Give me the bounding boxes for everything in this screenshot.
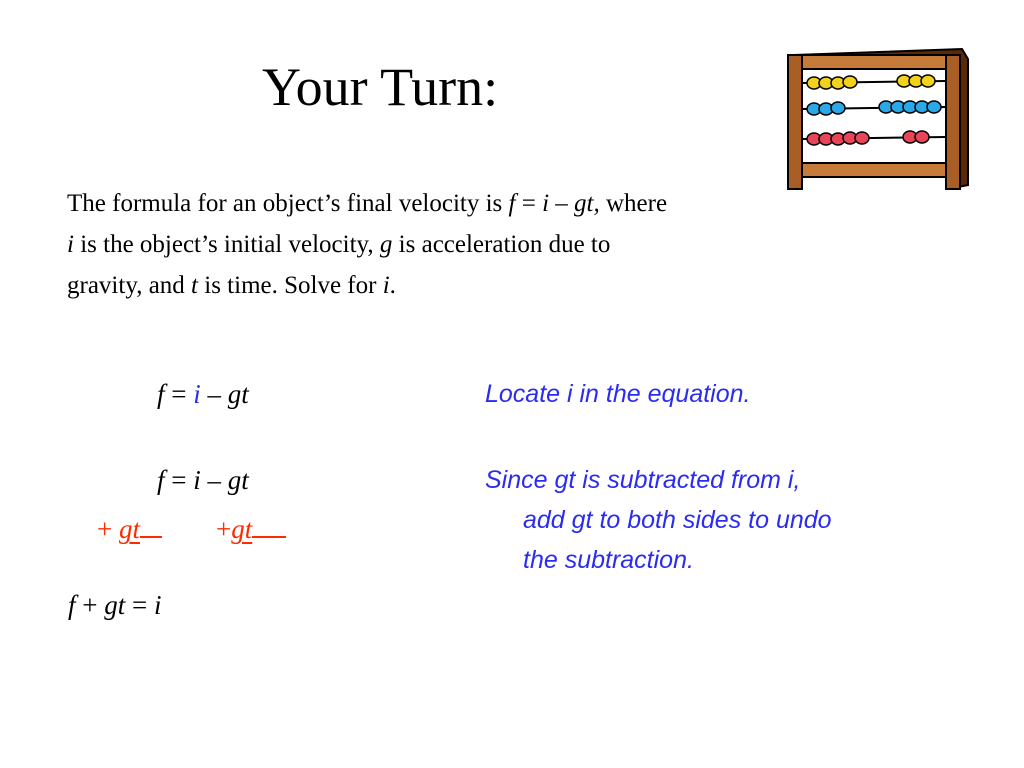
gt-left: gt xyxy=(118,514,140,544)
gt-right: gt xyxy=(231,514,253,544)
problem-line-1: The formula for an object’s final velocity is f = i – gt, where xyxy=(67,190,668,217)
problem-line-2: i is the object’s initial velocity, g is acceleration due to xyxy=(67,231,611,258)
step2-added-terms xyxy=(97,508,286,543)
plus-right: + xyxy=(216,514,232,544)
result-equation: f + gt = i xyxy=(68,590,162,620)
slide-title: Your Turn: xyxy=(262,57,499,117)
step2-note: Since gt is subtracted from i, add gt to both sides to undo the subtraction. xyxy=(485,466,832,574)
step2-equation: f = i – gt xyxy=(157,465,249,495)
plus-left: + xyxy=(97,514,119,544)
abacus-icon xyxy=(782,45,974,190)
problem-line-3: gravity, and t is time. Solve for i. xyxy=(67,272,396,299)
problem-statement xyxy=(67,183,917,306)
step1-equation: f = i – gt xyxy=(157,379,249,409)
step1-note: Locate i in the equation. xyxy=(485,380,751,408)
